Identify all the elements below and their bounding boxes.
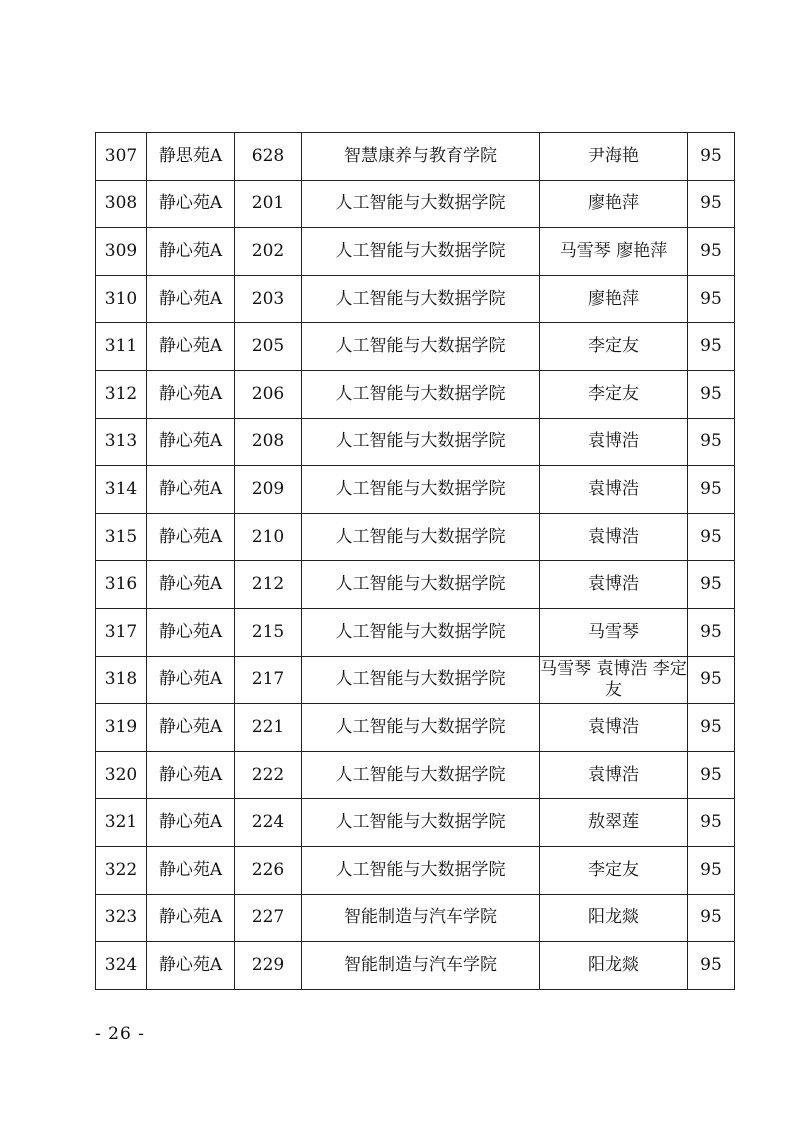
row-number-cell: 308 (96, 180, 147, 228)
building-cell: 静心苑A (147, 608, 235, 656)
row-number-cell: 321 (96, 799, 147, 847)
table-row (96, 370, 735, 418)
building-cell: 静心苑A (147, 370, 235, 418)
dormitory-score-table (95, 132, 735, 990)
building-cell: 静心苑A (147, 894, 235, 942)
teacher-cell: 袁博浩 (540, 418, 688, 466)
row-number-cell: 314 (96, 466, 147, 514)
row-number-cell: 320 (96, 751, 147, 799)
page-number: - 26 - (95, 1024, 145, 1044)
building-cell: 静心苑A (147, 513, 235, 561)
table-row (96, 894, 735, 942)
table-row (96, 323, 735, 371)
room-number-cell: 203 (235, 275, 302, 323)
building-cell: 静心苑A (147, 656, 235, 704)
teacher-cell: 袁博浩 (540, 704, 688, 752)
table-row (96, 942, 735, 990)
teacher-cell: 李定友 (540, 846, 688, 894)
teacher-cell: 马雪琴 袁博浩 李定友 (540, 656, 688, 704)
room-number-cell: 628 (235, 133, 302, 181)
building-cell: 静心苑A (147, 466, 235, 514)
teacher-cell: 袁博浩 (540, 466, 688, 514)
table-row (96, 846, 735, 894)
college-cell: 人工智能与大数据学院 (302, 799, 540, 847)
college-cell: 人工智能与大数据学院 (302, 228, 540, 276)
row-number-cell: 324 (96, 942, 147, 990)
building-cell: 静心苑A (147, 704, 235, 752)
score-cell: 95 (688, 418, 735, 466)
building-cell: 静思苑A (147, 133, 235, 181)
score-cell: 95 (688, 466, 735, 514)
score-cell: 95 (688, 608, 735, 656)
room-number-cell: 205 (235, 323, 302, 371)
teacher-cell: 阳龙燚 (540, 894, 688, 942)
table-row (96, 180, 735, 228)
room-number-cell: 202 (235, 228, 302, 276)
teacher-cell: 廖艳萍 (540, 275, 688, 323)
row-number-cell: 317 (96, 608, 147, 656)
teacher-cell: 廖艳萍 (540, 180, 688, 228)
table-row (96, 133, 735, 181)
college-cell: 智能制造与汽车学院 (302, 894, 540, 942)
row-number-cell: 318 (96, 656, 147, 704)
row-number-cell: 310 (96, 275, 147, 323)
score-cell: 95 (688, 799, 735, 847)
table-body (96, 133, 735, 990)
college-cell: 人工智能与大数据学院 (302, 513, 540, 561)
room-number-cell: 229 (235, 942, 302, 990)
teacher-cell: 袁博浩 (540, 561, 688, 609)
room-number-cell: 221 (235, 704, 302, 752)
row-number-cell: 309 (96, 228, 147, 276)
college-cell: 人工智能与大数据学院 (302, 846, 540, 894)
teacher-cell: 尹海艳 (540, 133, 688, 181)
table-row (96, 513, 735, 561)
building-cell: 静心苑A (147, 275, 235, 323)
row-number-cell: 311 (96, 323, 147, 371)
score-cell: 95 (688, 561, 735, 609)
building-cell: 静心苑A (147, 846, 235, 894)
table-row (96, 799, 735, 847)
room-number-cell: 206 (235, 370, 302, 418)
score-cell: 95 (688, 894, 735, 942)
score-cell: 95 (688, 323, 735, 371)
teacher-cell: 袁博浩 (540, 513, 688, 561)
score-cell: 95 (688, 228, 735, 276)
table-row (96, 656, 735, 704)
college-cell: 人工智能与大数据学院 (302, 370, 540, 418)
row-number-cell: 322 (96, 846, 147, 894)
score-cell: 95 (688, 513, 735, 561)
college-cell: 智慧康养与教育学院 (302, 133, 540, 181)
building-cell: 静心苑A (147, 180, 235, 228)
score-cell: 95 (688, 275, 735, 323)
row-number-cell: 312 (96, 370, 147, 418)
row-number-cell: 323 (96, 894, 147, 942)
table-row (96, 228, 735, 276)
room-number-cell: 215 (235, 608, 302, 656)
room-number-cell: 209 (235, 466, 302, 514)
room-number-cell: 208 (235, 418, 302, 466)
score-cell: 95 (688, 656, 735, 704)
college-cell: 人工智能与大数据学院 (302, 561, 540, 609)
room-number-cell: 201 (235, 180, 302, 228)
room-number-cell: 222 (235, 751, 302, 799)
row-number-cell: 319 (96, 704, 147, 752)
building-cell: 静心苑A (147, 323, 235, 371)
room-number-cell: 227 (235, 894, 302, 942)
room-number-cell: 226 (235, 846, 302, 894)
college-cell: 人工智能与大数据学院 (302, 418, 540, 466)
college-cell: 人工智能与大数据学院 (302, 751, 540, 799)
college-cell: 人工智能与大数据学院 (302, 466, 540, 514)
building-cell: 静心苑A (147, 228, 235, 276)
score-cell: 95 (688, 942, 735, 990)
table-row (96, 751, 735, 799)
building-cell: 静心苑A (147, 942, 235, 990)
room-number-cell: 217 (235, 656, 302, 704)
teacher-cell: 阳龙燚 (540, 942, 688, 990)
building-cell: 静心苑A (147, 799, 235, 847)
table-row (96, 275, 735, 323)
score-cell: 95 (688, 180, 735, 228)
row-number-cell: 315 (96, 513, 147, 561)
score-cell: 95 (688, 751, 735, 799)
score-cell: 95 (688, 704, 735, 752)
teacher-cell: 袁博浩 (540, 751, 688, 799)
building-cell: 静心苑A (147, 418, 235, 466)
score-cell: 95 (688, 846, 735, 894)
college-cell: 人工智能与大数据学院 (302, 180, 540, 228)
college-cell: 人工智能与大数据学院 (302, 275, 540, 323)
table-row (96, 561, 735, 609)
table-row (96, 466, 735, 514)
score-cell: 95 (688, 133, 735, 181)
row-number-cell: 313 (96, 418, 147, 466)
room-number-cell: 210 (235, 513, 302, 561)
college-cell: 人工智能与大数据学院 (302, 656, 540, 704)
teacher-cell: 马雪琴 廖艳萍 (540, 228, 688, 276)
table-row (96, 704, 735, 752)
table-row (96, 418, 735, 466)
college-cell: 人工智能与大数据学院 (302, 608, 540, 656)
college-cell: 智能制造与汽车学院 (302, 942, 540, 990)
college-cell: 人工智能与大数据学院 (302, 704, 540, 752)
building-cell: 静心苑A (147, 561, 235, 609)
row-number-cell: 316 (96, 561, 147, 609)
room-number-cell: 224 (235, 799, 302, 847)
row-number-cell: 307 (96, 133, 147, 181)
teacher-cell: 李定友 (540, 370, 688, 418)
building-cell: 静心苑A (147, 751, 235, 799)
teacher-cell: 马雪琴 (540, 608, 688, 656)
teacher-cell: 敖翠莲 (540, 799, 688, 847)
teacher-cell: 李定友 (540, 323, 688, 371)
room-number-cell: 212 (235, 561, 302, 609)
score-cell: 95 (688, 370, 735, 418)
college-cell: 人工智能与大数据学院 (302, 323, 540, 371)
table-row (96, 608, 735, 656)
